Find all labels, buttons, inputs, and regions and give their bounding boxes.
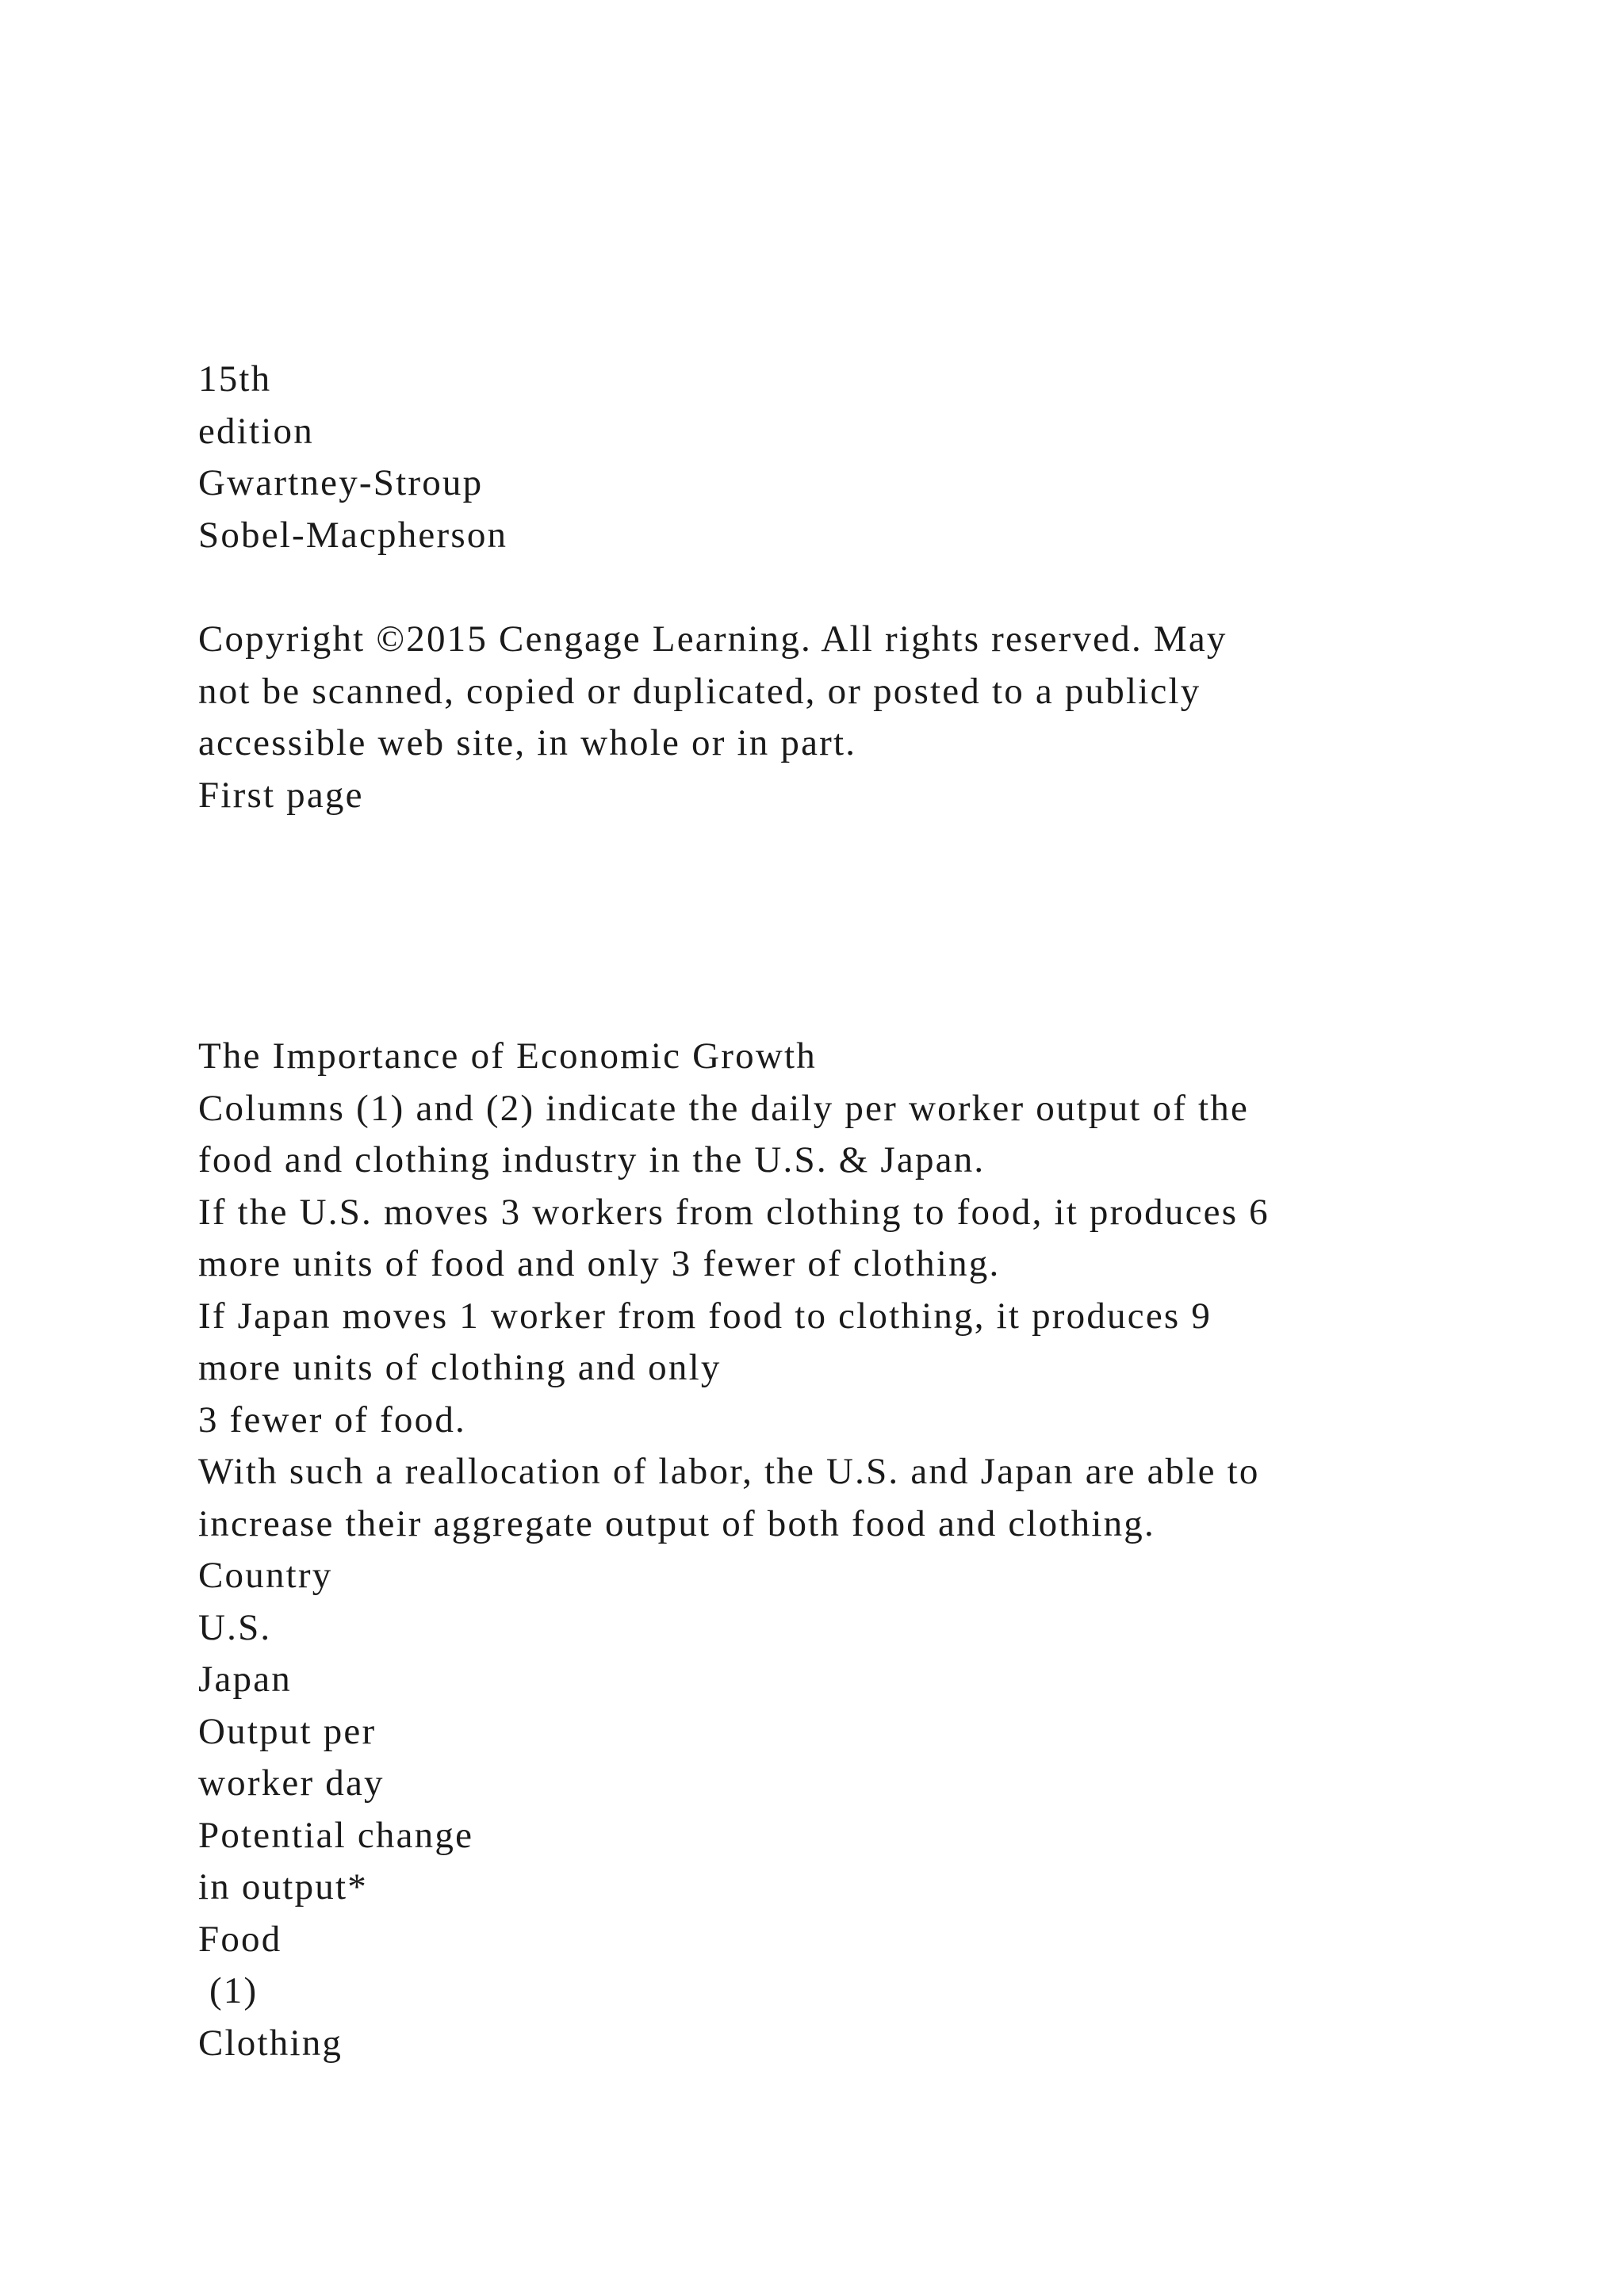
table-text-country: Country	[198, 1555, 333, 1596]
paragraph-line: food and clothing industry in the U.S. & Japan.	[198, 1139, 986, 1181]
edition-word: edition	[198, 410, 314, 452]
paragraph-line: Columns (1) and (2) indicate the daily per worker output of the	[198, 1087, 1250, 1129]
table-text-food: Food	[198, 1918, 282, 1960]
table-text-clothing: Clothing	[198, 2022, 343, 2064]
edition-number: 15th	[198, 358, 272, 400]
table-text-japan: Japan	[198, 1659, 293, 1700]
copyright-notice	[198, 614, 1530, 821]
authors-line-1: Gwartney-Stroup	[198, 462, 484, 503]
table-text-output-per: Output per	[198, 1710, 377, 1752]
table-text-in-output: in output*	[198, 1866, 368, 1908]
table-text-worker-day: worker day	[198, 1762, 385, 1804]
paragraph-line: more units of clothing and only	[198, 1347, 722, 1388]
book-header	[198, 354, 1530, 561]
copyright-line: accessible web site, in whole or in part.	[198, 722, 857, 763]
paragraph-line: If Japan moves 1 worker from food to clothing, it produces 9	[198, 1295, 1212, 1337]
copyright-line: Copyright ©2015 Cengage Learning. All rights reserved. May	[198, 618, 1228, 660]
copyright-line: not be scanned, copied or duplicated, or posted to a publicly	[198, 670, 1201, 712]
paragraph-line: If the U.S. moves 3 workers from clothing to food, it produces 6	[198, 1191, 1270, 1233]
table-text-us: U.S.	[198, 1606, 272, 1648]
table-text-column-1: (1)	[198, 1970, 259, 2011]
authors-line-2: Sobel-Macpherson	[198, 514, 508, 556]
paragraph-line: more units of food and only 3 fewer of clothing.	[198, 1243, 1001, 1284]
table-text-potential-change: Potential change	[198, 1814, 474, 1856]
slide-title: The Importance of Economic Growth	[198, 1035, 817, 1077]
paragraph-line: 3 fewer of food.	[198, 1399, 466, 1441]
paragraph-line: With such a reallocation of labor, the U.S. and Japan are able to	[198, 1451, 1260, 1492]
slide-body	[198, 1031, 1530, 2069]
paragraph-line: increase their aggregate output of both food and clothing.	[198, 1502, 1155, 1544]
page-label: First page	[198, 774, 364, 816]
